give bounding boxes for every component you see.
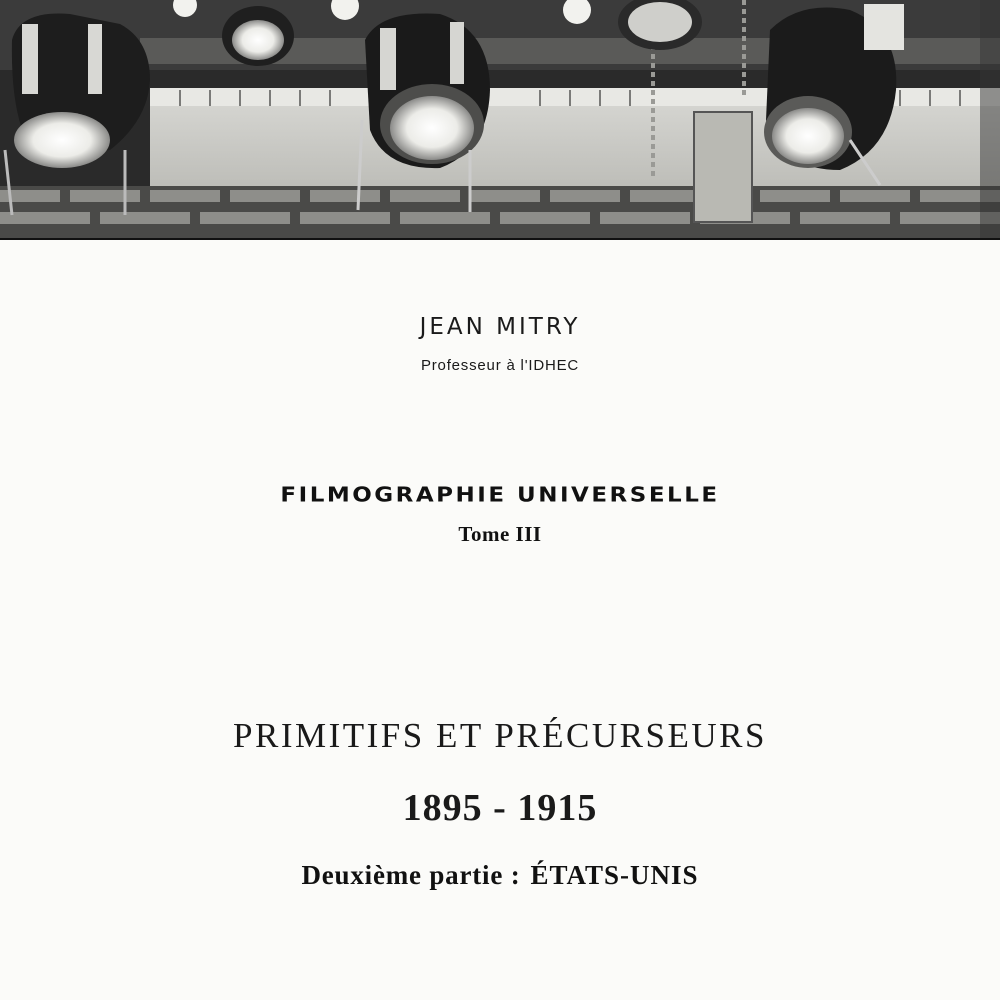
book-title: PRIMITIFS ET PRÉCURSEURS xyxy=(233,716,767,755)
part-label: Deuxième partie : xyxy=(301,860,521,890)
part-region: ÉTATS-UNIS xyxy=(530,860,699,890)
author-affiliation: Professeur à l'IDHEC xyxy=(420,357,580,374)
book-years: 1895 - 1915 xyxy=(402,787,598,829)
stage-lights-photo xyxy=(0,0,1000,240)
book-part xyxy=(0,860,1000,891)
series-volume: Tome III xyxy=(458,522,542,546)
author-name: JEAN MITRY xyxy=(419,314,581,340)
series-title: FILMOGRAPHIE UNIVERSELLE xyxy=(280,483,720,507)
